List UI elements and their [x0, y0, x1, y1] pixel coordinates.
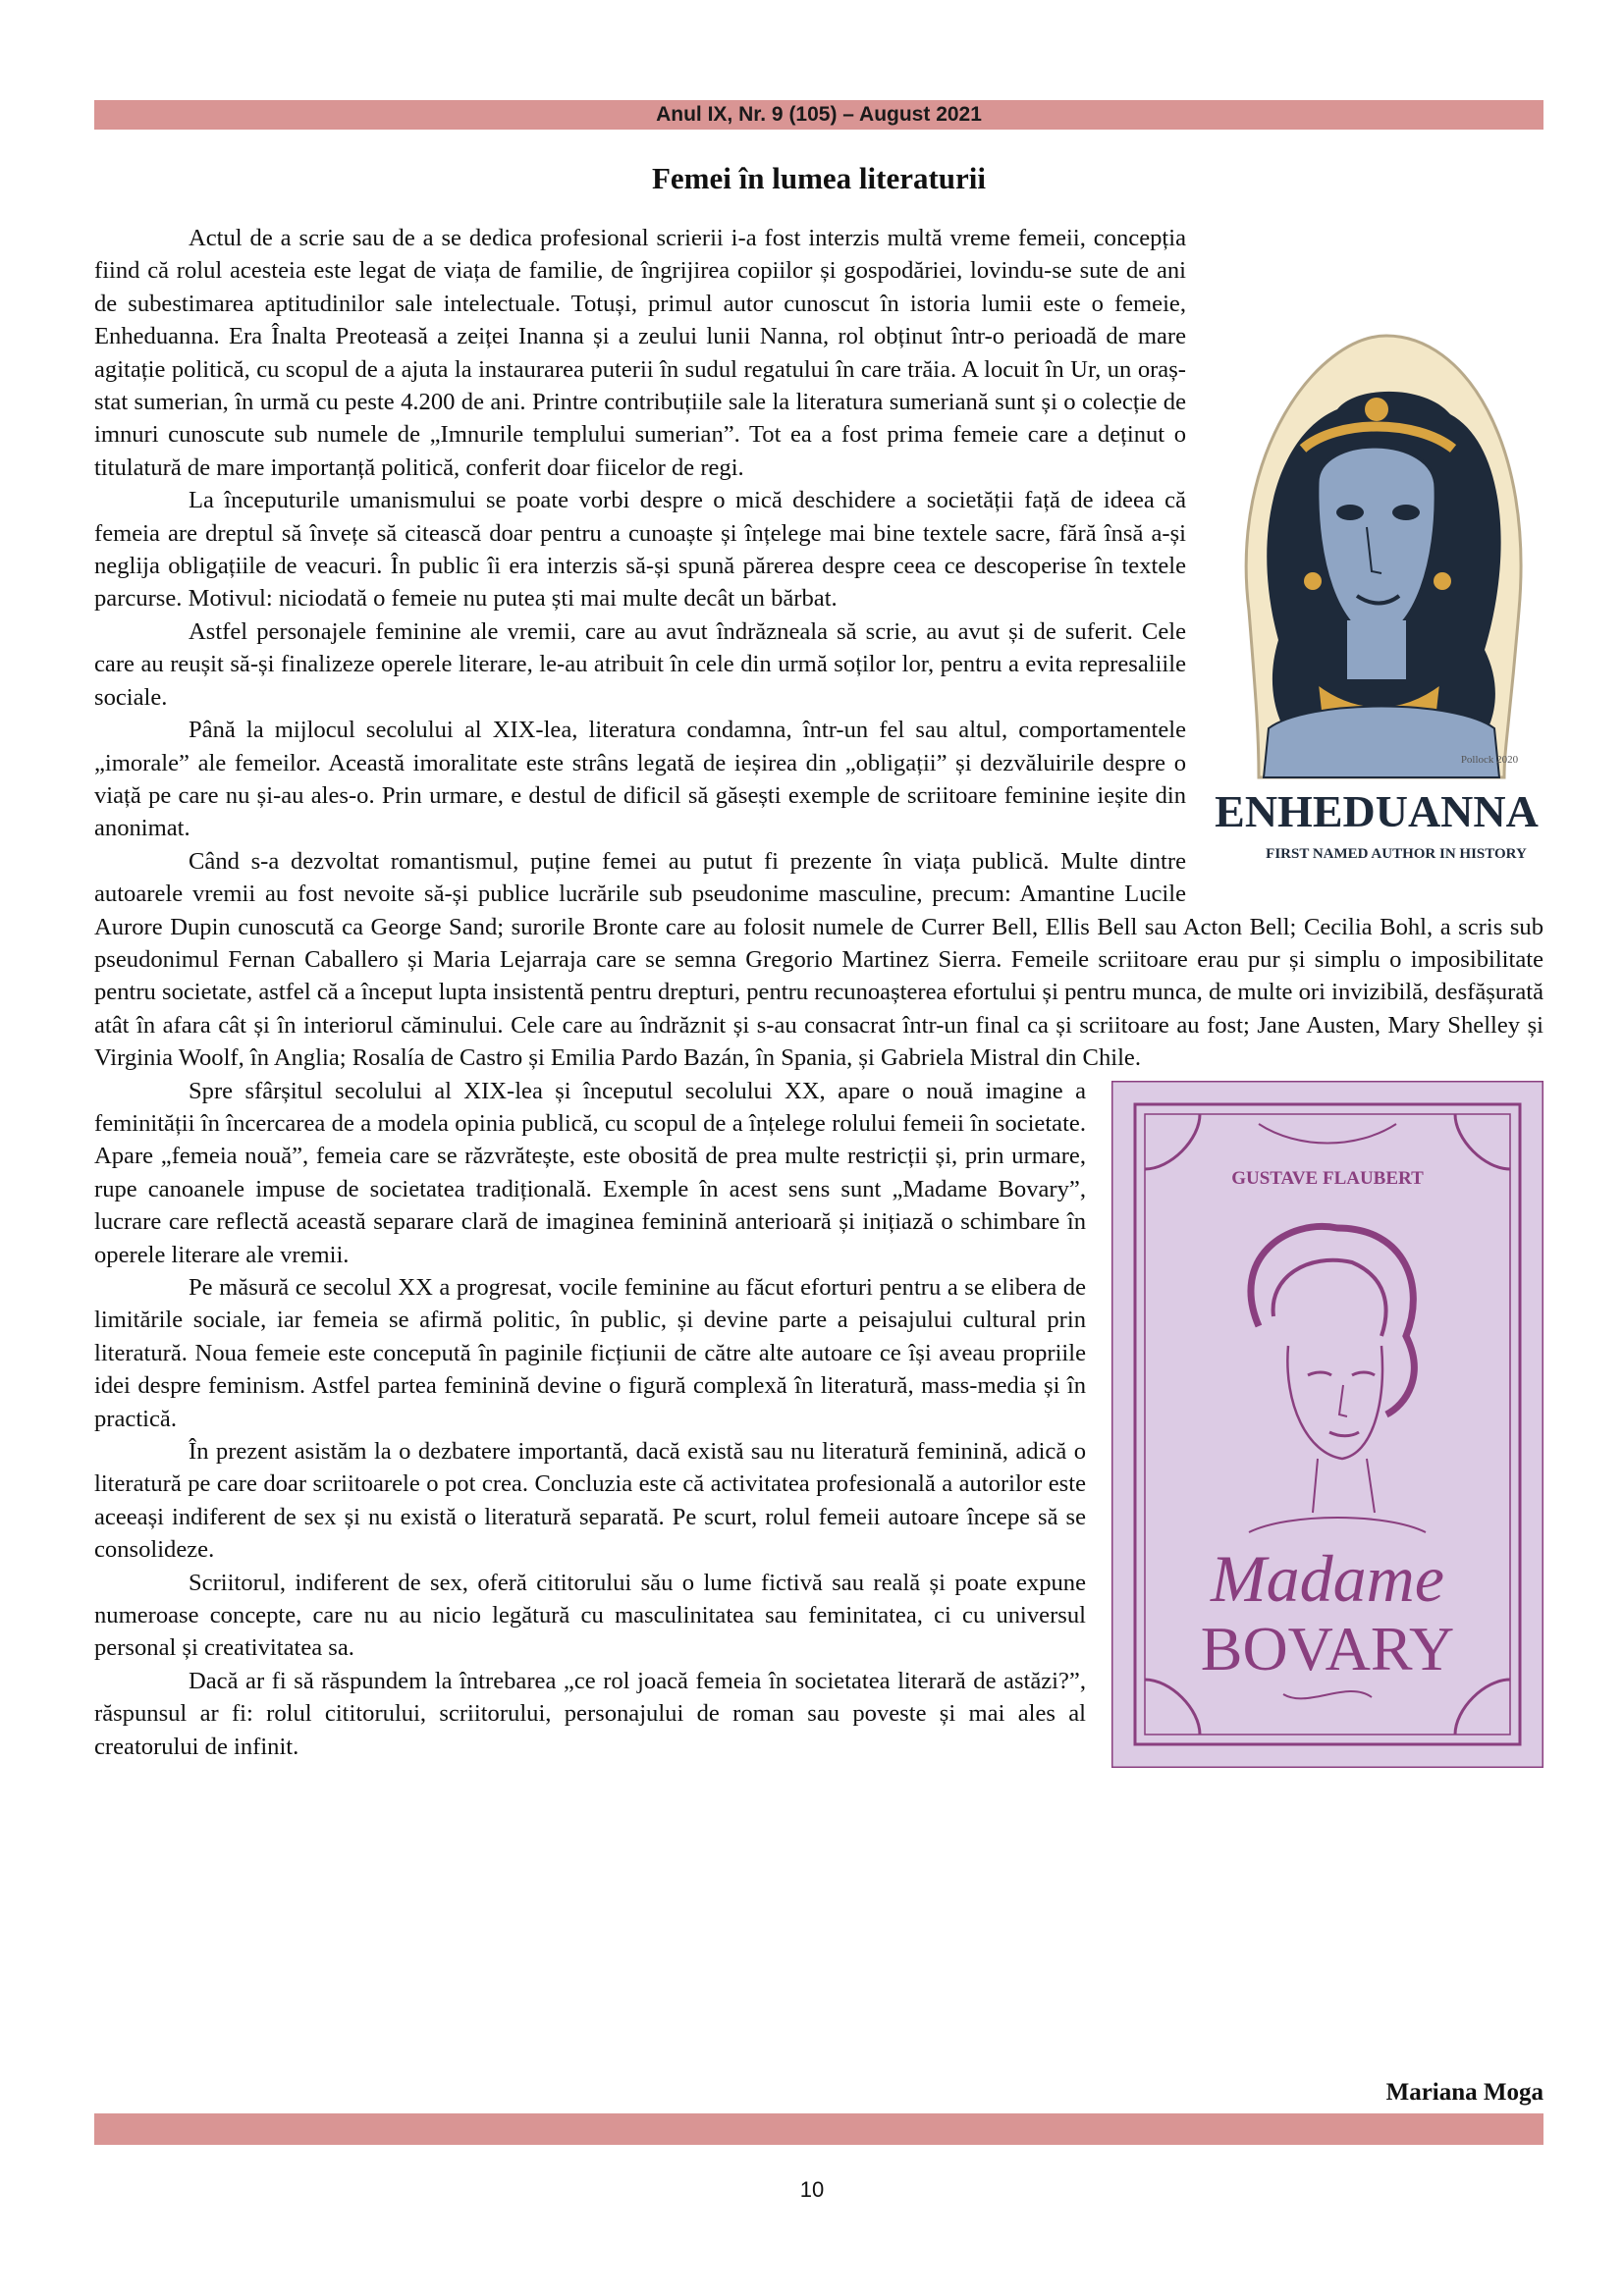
header-bar: [94, 100, 1543, 130]
paragraph-9: Scriitorul, indiferent de sex, oferă cititorului său o lume fictivă sau reală și poate expune numeroase concepte, care nu au nicio legătură cu masculinitatea sau feminitatea, ci cu universul personal și creativitatea sa.: [94, 1569, 1086, 1662]
paragraph-6: Spre sfârșitul secolului al XIX-lea și începutul secolului XX, apare o nouă imagine a feminității în încercarea de a modela opinia publică, cu scopul de a înțelege rolului femeii în societate. Apare „femeia nouă”, femeia care se răzvrătește, este obosită de prea multe restricții și, prin urmare, rupe canoanele impuse de societatea tradițională. Exemple în acest sens sunt „Madame Bovary”, lucrare care reflectă această separare clară de imaginea feminină anterioară și inițiază o schimbare în operele literare ale vremii.: [94, 1077, 1086, 1268]
enheduanna-signature: Pollock 2020: [1460, 754, 1519, 766]
paragraph-10: Dacă ar fi să răspundem la întrebarea „ce rol joacă femeia în societatea literară de astăzi?”, răspunsul ar fi: rolul cititorului, scriitorului, personajului de roman sau poveste și mai ales al creatorului de infinit.: [94, 1667, 1086, 1760]
paragraph-3: Astfel personajele feminine ale vremii, care au avut îndrăzneala să scrie, au avut și de suferit. Cele care au reușit să-și finalizeze operele literare, le-au atribuit în cele din urmă soților lor, pentru a evita represaliile sociale.: [94, 617, 1186, 711]
footer-bar: [94, 2113, 1543, 2145]
enheduanna-caption: FIRST NAMED AUTHOR IN HISTORY: [1266, 846, 1527, 862]
madame-bovary-cover: [1111, 1081, 1543, 1768]
cover-title-bovary: BOVARY: [1200, 1613, 1455, 1683]
paragraph-7: Pe măsură ce secolul XX a progresat, vocile feminine au făcut eforturi pentru a se elibera de limitările sociale, iar femeia se afirmă politic, în public, și devine parte a peisajului cultural prin literatură. Noua femeie este concepută în paginile ficțiunii de către alte autoare ce își aveau propriile idei despre feminism. Astfel partea feminină devine o figură complexă în literatură, mass-media și în practică.: [94, 1274, 1086, 1432]
paragraph-8: În prezent asistăm la o dezbatere importantă, dacă există sau nu literatură feminină, adică o literatură pe care doar scriitoarele o pot crea. Concluzia este că activitatea profesională a autorilor este aceeași indiferent de sex și nu există o literatură separată. Pe scurt, rolul femeii autoare începe să se consolideze.: [94, 1438, 1086, 1564]
article-author: Mariana Moga: [1385, 2079, 1543, 2106]
issue-header: Anul IX, Nr. 9 (105) – August 2021: [656, 103, 982, 126]
enheduanna-illustration: [1210, 316, 1543, 905]
cover-title-madame: Madame: [1211, 1540, 1444, 1616]
article-title: Femei în lumea literaturii: [651, 161, 987, 195]
paragraph-1: Actul de a scrie sau de a se dedica profesional scrierii i-a fost interzis multă vreme femeii, concepția fiind că rolul acesteia este legat de viața de familie, de îngrijirea copiilor și gospodăriei, lovindu-se sute de ani de subestimarea aptitudinilor sale intelectuale. Totuși, primul autor cunoscut în istoria lumii este o femeie, Enheduanna. Era Înalta Preoteasă a zeiței Inanna și a zeului lunii Nanna, rol obținut într-o perioadă de mare agitație politică, cu scopul de a ajuta la instaurarea puterii în sudul regatului în care trăia. A locuit în Ur, un oraș-stat sumerian, în urmă cu peste 4.200 de ani. Printre contribuțiile sale la literatura sumeriană sunt și o colecție de imnuri cunoscute sub numele de „Imnurile templului sumerian”. Tot ea a fost prima femeie care a deținut o titulatură de mare importanță politică, conferit doar fiicelor de regi.: [94, 225, 1186, 481]
page-number: 10: [799, 2177, 825, 2202]
article-body: [94, 222, 1543, 1768]
paragraph-2: La începuturile umanismului se poate vorbi despre o mică deschidere a societății față de ideea că femeia are dreptul să învețe să citească doar pentru a cunoaște și înțelege mai bine textele sacre, fără însă a-și neglija obligațiile de veacuri. În public îi era interzis să-și spună părerea despre ceea ce descoperise în textele parcurse. Motivul: niciodată o femeie nu putea ști mai multe decât un bărbat.: [94, 487, 1186, 613]
paragraph-4: Până la mijlocul secolului al XIX-lea, literatura condamna, într-un fel sau altul, comportamentele „imorale” ale femeilor. Această imoralitate este strâns legată de ieșirea din „obligații” și dezvăluirile despre o viață pe care nu și-au ales-o. Prin urmare, e destul de dificil să găsești exemple de scriitoare feminine ieșite din anonimat.: [94, 717, 1186, 842]
cover-author-name: GUSTAVE FLAUBERT: [1231, 1167, 1424, 1189]
paragraph-5: Când s-a dezvoltat romantismul, puține femei au putut fi prezente în viața publică. Multe dintre autoarele vremii au fost nevoite să-și publice lucrările sub pseudonime masculine, precum: Amantine Lucile Aurore Dupin cunoscută ca George Sand; surorile Bronte care au folosit numele de Currer Bell, Ellis Bell sau Acton Bell; Cecilia Bohl, a scris sub pseudonimul Fernan Caballero și Maria Lejarraja care se semna Gregorio Martinez Sierra. Femeile scriitoare erau pur și simplu o imposibilitate pentru societate, astfel că a început lupta insistentă pentru drepturi, pentru recunoașterea efortului și pentru munca, de multe ori invizibilă, desfășurată atât în afara cât și în interiorul căminului. Cele care au îndrăznit și s-au consacrat într-un final ca și scriitoare au fost; Jane Austen, Mary Shelley și Virginia Woolf, în Anglia; Rosalía de Castro și Emilia Pardo Bazán, în Spania, și Gabriela Mistral din Chile.: [94, 847, 1543, 1072]
enheduanna-name-text: ENHEDUANNA: [1215, 786, 1539, 836]
